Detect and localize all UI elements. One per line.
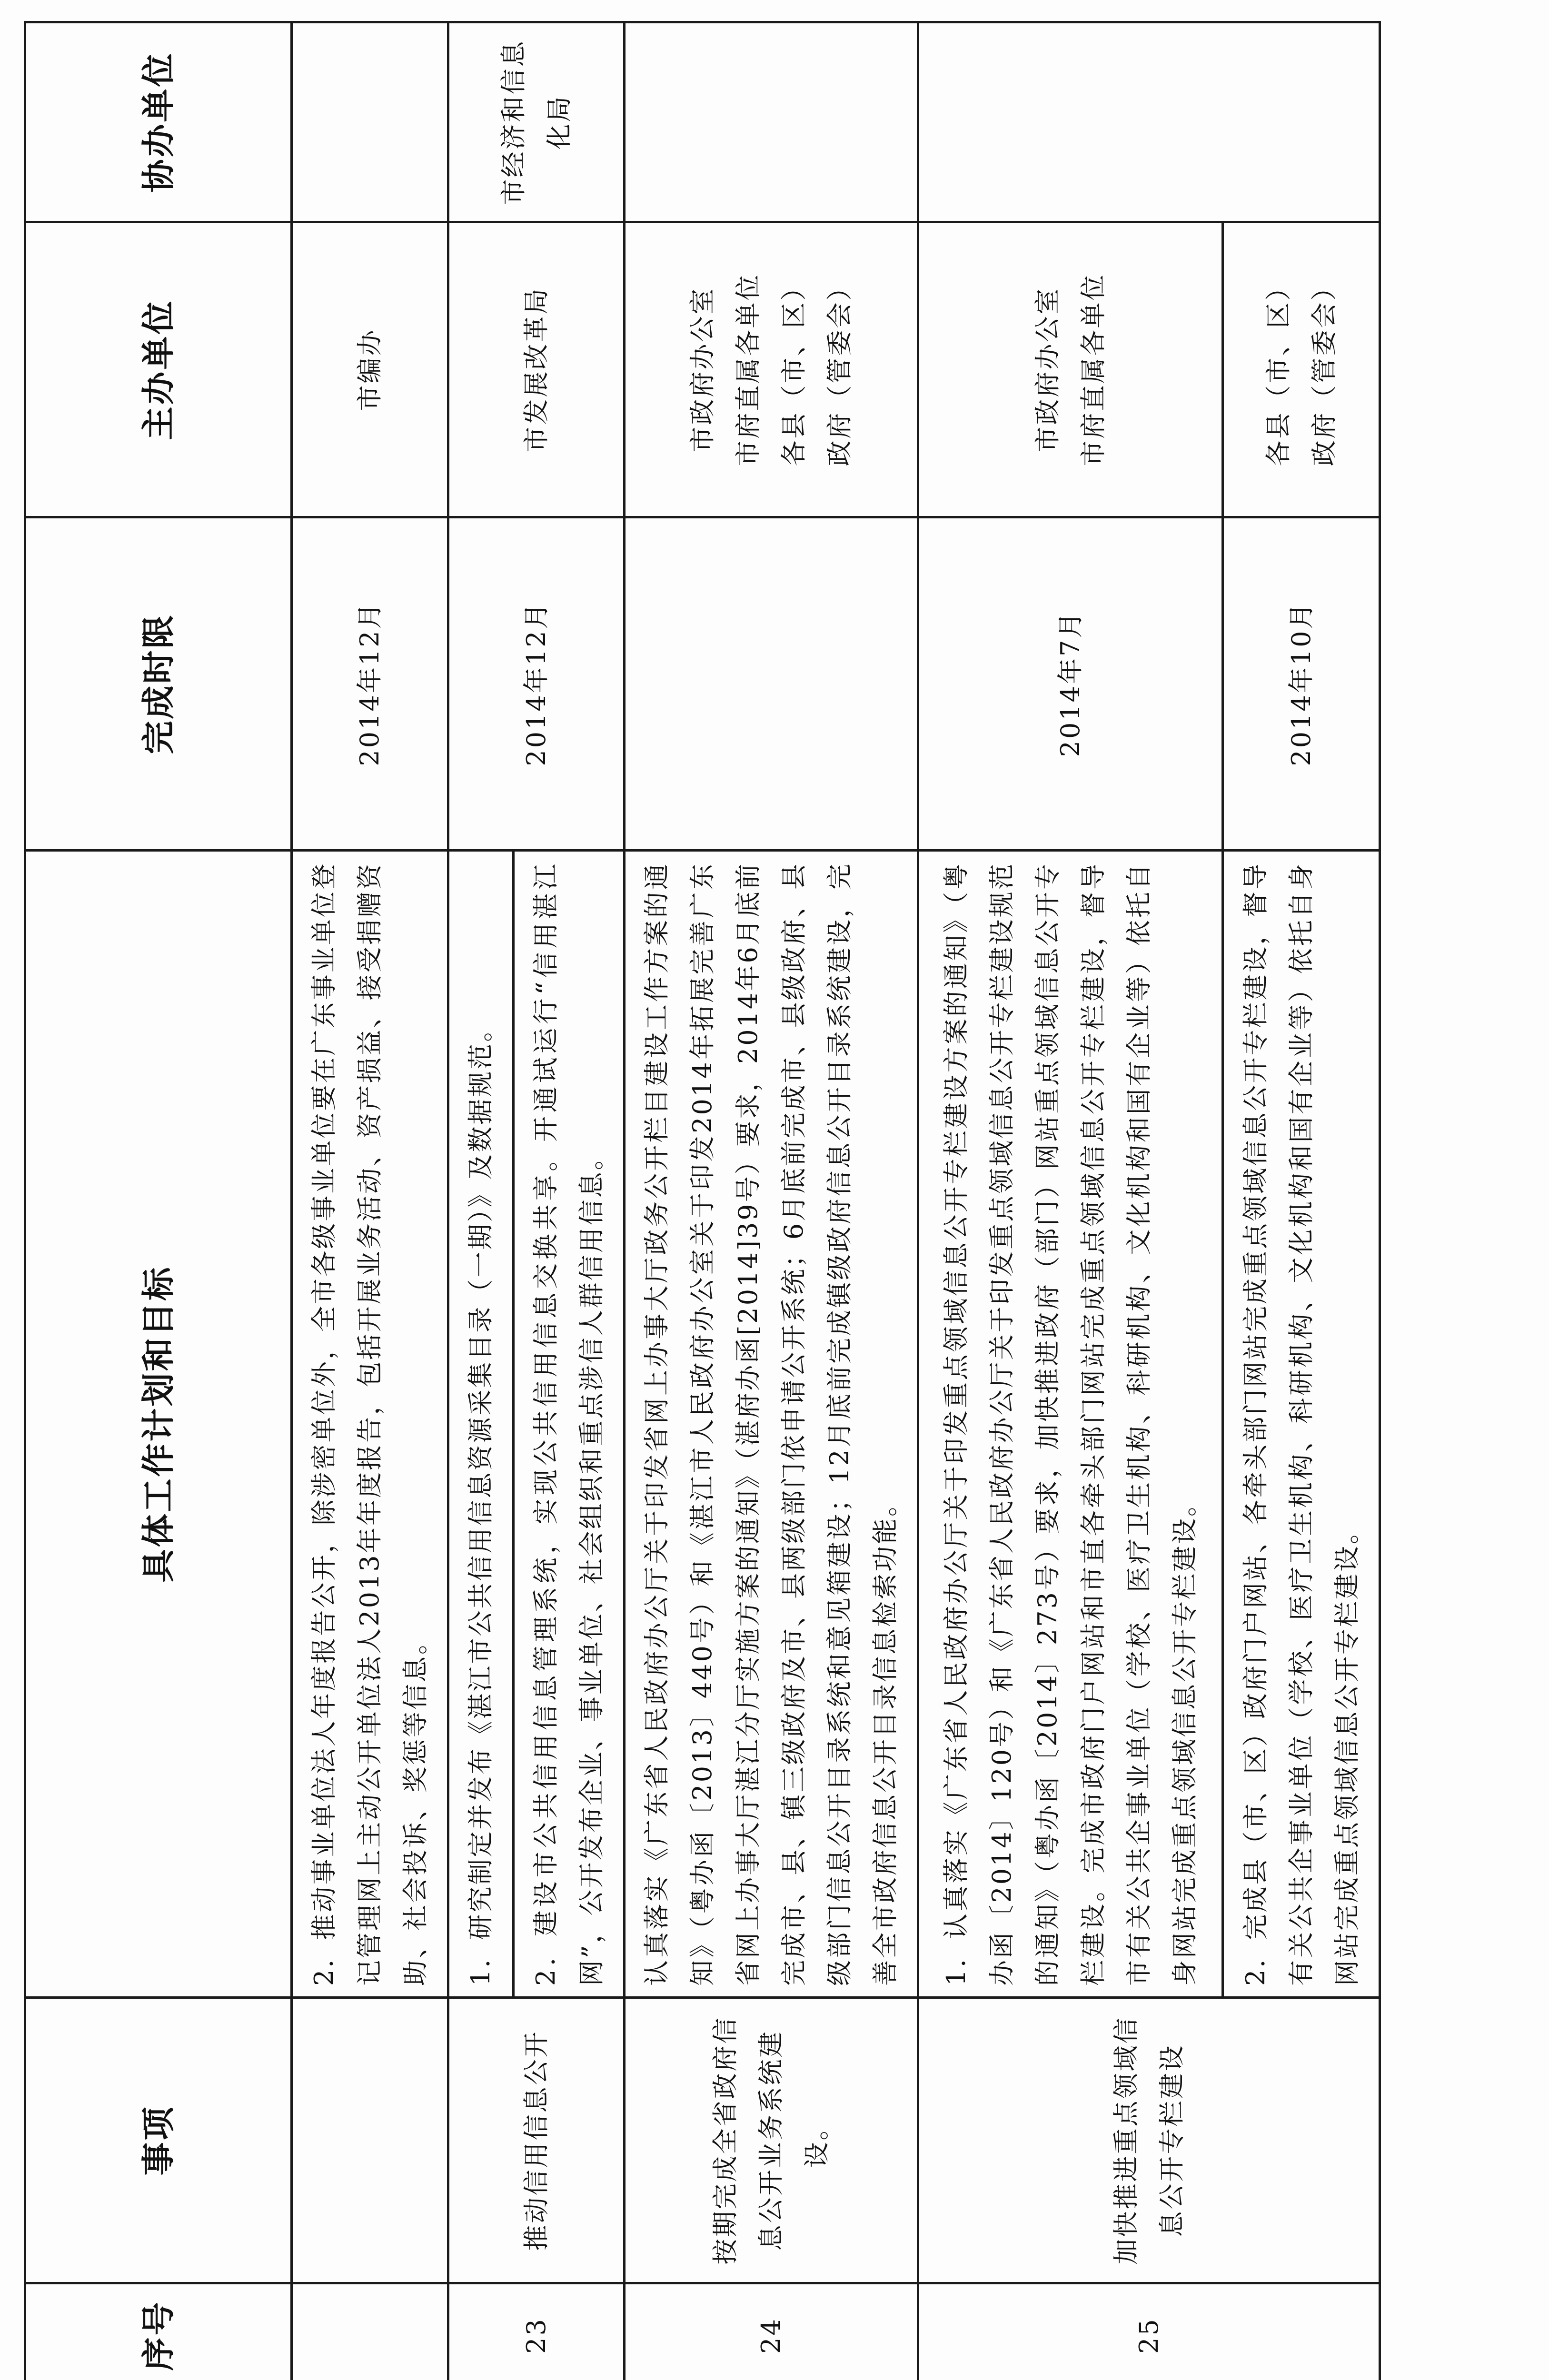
row-assist	[625, 22, 918, 222]
row-seq	[292, 2283, 448, 2380]
row-item: 推动信用信息公开	[448, 1998, 625, 2283]
row-lead: 市政府办公室 市府直属各单位	[918, 222, 1223, 517]
table-row	[625, 22, 918, 2380]
row-deadline	[625, 517, 918, 851]
header-goal: 具体工作计划和目标	[25, 851, 292, 1998]
table-row	[448, 22, 514, 2380]
row-deadline: 2014年12月	[448, 517, 625, 851]
row-item	[292, 1998, 448, 2283]
header-item: 事项	[25, 1998, 292, 2283]
row-deadline: 2014年12月	[292, 517, 448, 851]
row-goal: 2．完成县（市、区）政府门户网站、各牵头部门网站完成重点领域信息公开专栏建设，督导有关公共企事业单位（学校、医疗卫生机构、科研机构、文化机构和国有企业等）依托自身网站完成重点领域信息公开专栏建设。	[1223, 851, 1380, 1998]
work-plan-table	[24, 21, 1381, 2380]
table-header-row	[25, 22, 292, 2380]
header-assist: 协办单位	[25, 22, 292, 222]
row-assist: 市经济和信息化局	[448, 22, 625, 222]
row-deadline: 2014年10月	[1223, 517, 1380, 851]
row-goal: 2．建设市公共信用信息管理系统，实现公共信用信息交换共享。开通试运行“信用湛江网”，公开发布企业、事业单位、社会组织和重点涉信人群信用信息。	[514, 851, 625, 1998]
row-assist	[918, 22, 1380, 222]
header-lead: 主办单位	[25, 222, 292, 517]
row-assist	[292, 22, 448, 222]
row-lead: 市发展改革局	[448, 222, 625, 517]
row-seq: 25	[918, 2283, 1380, 2380]
row-lead: 市编办	[292, 222, 448, 517]
table-row	[918, 22, 1223, 2380]
row-lead: 各县（市、区） 政府（管委会）	[1223, 222, 1380, 517]
row-seq: 24	[625, 2283, 918, 2380]
row-deadline: 2014年7月	[918, 517, 1223, 851]
row-goal: 认真落实《广东省人民政府办公厅关于印发省网上办事大厅政务公开栏目建设工作方案的通知》（粤办函〔2013〕440号）和《湛江市人民政府办公室关于印发2014年拓展完善广东省网上办事大厅湛江分厅实施方案的通知》（湛府办函[2014]39号）要求，2014年6月底前完成市、县、镇三级政府及市、县两级部门依申请公开系统；6月底前完成市、县级政府、县级部门信息公开目录系统和意见箱建设；12月底前完成镇级政府信息公开目录系统建设，完善全市政府信息公开目录信息检索功能。	[625, 851, 918, 1998]
row-goal: 1．认真落实《广东省人民政府办公厅关于印发重点领域信息公开专栏建设方案的通知》（粤办函〔2014〕120号）和《广东省人民政府办公厅关于印发重点领域信息公开专栏建设规范的通知》（粤办函〔2014〕273号）要求，加快推进政府（部门）网站重点领域信息公开专栏建设。完成市政府门户网站和市直各牵头部门网站完成重点领域信息公开专栏建设，督导市有关公共企事业单位（学校、医疗卫生机构、科研机构、文化机构和国有企业等）依托自身网站完成重点领域信息公开专栏建设。	[918, 851, 1223, 1998]
row-seq: 23	[448, 2283, 625, 2380]
table-row	[292, 22, 448, 2380]
header-seq: 序号	[25, 2283, 292, 2380]
row-item: 加快推进重点领域信息公开专栏建设	[918, 1998, 1380, 2283]
header-deadline: 完成时限	[25, 517, 292, 851]
row-item: 按期完成全省政府信息公开业务系统建设。	[625, 1998, 918, 2283]
row-goal: 1．研究制定并发布《湛江市公共信用信息资源采集目录（一期）》及数据规范。	[448, 851, 514, 1998]
row-goal: 2．推动事业单位法人年度报告公开，除涉密单位外，全市各级事业单位要在广东事业单位登记管理网上主动公开单位法人2013年年度报告，包括开展业务活动、资产损益、接受捐赠资助、社会投诉、奖惩等信息。	[292, 851, 448, 1998]
row-lead: 市政府办公室 市府直属各单位 各县（市、区） 政府（管委会）	[625, 222, 918, 517]
